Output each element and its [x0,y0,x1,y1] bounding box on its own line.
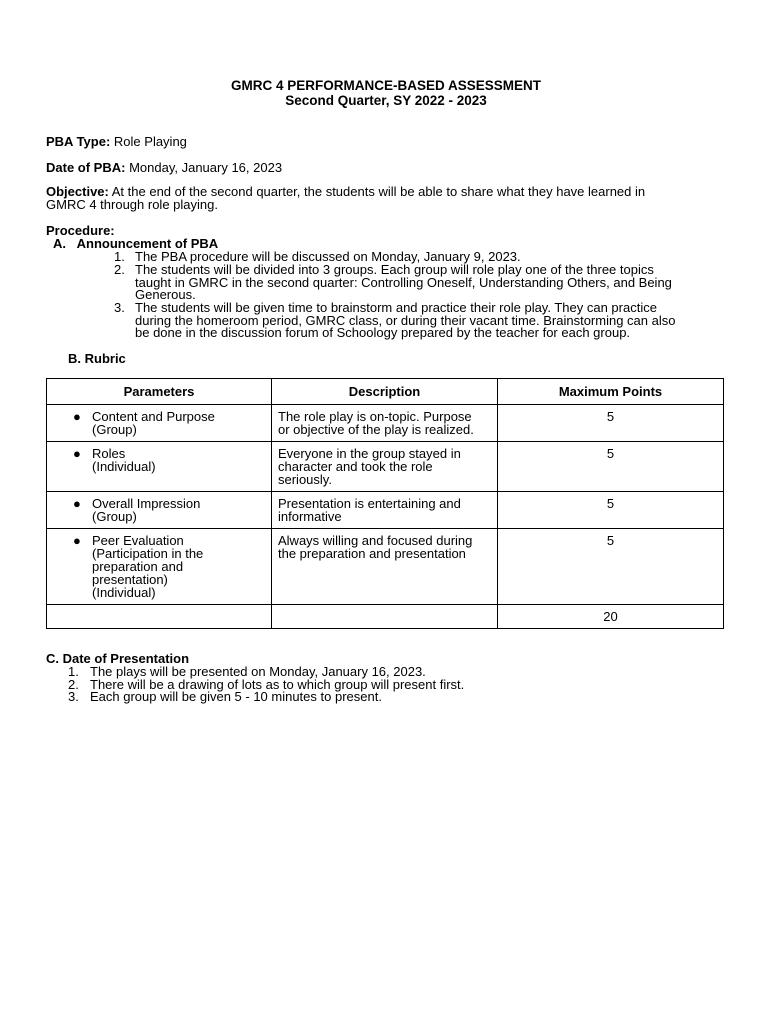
procedure-label: Procedure: [46,223,115,238]
rubric-row [47,529,724,605]
list-number: 1. [68,664,79,679]
list-item-text: The students will be divided into 3 groups. Each group will role play one of the three topics [135,262,654,277]
pba-type-field [46,135,706,148]
list-item-text: during the homeroom period, GMRC class, or during their vacant time. Brainstorming can also [135,312,676,328]
list-item-text: The plays will be presented on Monday, January 16, 2023. [90,664,426,679]
rubric-points-cell: 5 [498,492,724,529]
document-title: GMRC 4 PERFORMANCE-BASED ASSESSMENT [230,78,542,93]
list-item-text: taught in GMRC in the second quarter: Controlling Oneself, Understanding Others, and Being [135,274,672,290]
objective-label: Objective: [46,184,109,199]
parameter-text: Peer Evaluation [92,533,184,548]
rubric-description-cell [272,442,498,492]
list-number: 3. [114,300,125,315]
parameter-text: Content and Purpose [92,409,215,424]
description-text: informative [278,509,342,524]
parameter-text: (Individual) [92,459,156,474]
bullet-icon: ● [73,446,81,461]
list-item-text: be done in the discussion forum of Schoology prepared by the teacher for each group. [135,325,631,341]
objective-line-1: At the end of the second quarter, the students will be able to share what they have learned in [111,184,646,199]
rubric-total-empty-cell [47,605,272,629]
rubric-parameter-cell [47,405,272,442]
rubric-header-max-points: Maximum Points [498,379,724,405]
rubric-description-cell [272,405,498,442]
list-number: 2. [68,676,79,692]
parameter-text: Roles [92,446,126,461]
date-of-pba-field [46,161,706,174]
rubric-row [47,442,724,492]
list-number: 3. [68,689,79,705]
rubric-parameter-cell [47,442,272,492]
list-item-text: Generous. [135,287,196,303]
rubric-total-points: 20 [498,605,724,629]
rubric-total-empty-cell [272,605,498,629]
rubric-parameter-cell [47,529,272,605]
list-item-text: Each group will be given 5 - 10 minutes to present. [90,689,382,705]
parameter-text: Overall Impression [92,496,201,511]
parameter-text: (Individual) [92,585,156,600]
parameter-text: presentation) [92,572,168,587]
description-text: character and took the role [278,459,433,474]
date-of-pba-value: Monday, January 16, 2023 [129,160,283,175]
section-a-marker: A. [53,236,66,251]
rubric-row [47,492,724,529]
description-text: Everyone in the group stayed in [278,446,461,461]
rubric-header-row [47,379,724,405]
document-subtitle: Second Quarter, SY 2022 - 2023 [285,93,487,108]
parameter-bullet-item [53,410,265,436]
rubric-header-description: Description [272,379,498,405]
list-item-text: The PBA procedure will be discussed on Monday, January 9, 2023. [135,249,521,264]
section-c-heading: C. Date of Presentation [46,651,190,666]
description-text: seriously. [278,472,332,487]
pba-type-label: PBA Type: [46,134,111,149]
description-text: the preparation and presentation [278,546,466,561]
parameter-text: (Group) [92,509,137,524]
rubric-points-cell: 5 [498,442,724,492]
bullet-icon: ● [73,496,81,511]
objective-field [46,185,726,211]
section-b-heading: B. Rubric [68,351,126,366]
bullet-icon: ● [73,533,81,548]
bullet-icon: ● [73,409,81,424]
rubric-description-cell [272,529,498,605]
list-number: 1. [114,249,125,264]
rubric-points-cell: 5 [498,405,724,442]
section-a-title: Announcement of PBA [76,236,219,251]
parameter-bullet-item [53,534,265,599]
rubric-points-cell: 5 [498,529,724,605]
date-of-pba-label: Date of PBA: [46,160,126,175]
parameter-text: (Participation in the [92,546,204,561]
description-text: Presentation is entertaining and [278,496,461,511]
parameter-text: (Group) [92,422,137,437]
parameter-text: preparation and [92,559,184,574]
rubric-row [47,405,724,442]
rubric-table [46,378,724,629]
rubric-header-parameters: Parameters [47,379,272,405]
parameter-bullet-item [53,497,265,523]
description-text: or objective of the play is realized. [278,422,474,437]
parameter-bullet-item [53,447,265,473]
rubric-parameter-cell [47,492,272,529]
description-text: Always willing and focused during [278,533,473,548]
list-item-text: The students will be given time to brainstorm and practice their role play. They can practice [135,300,657,315]
objective-line-2: GMRC 4 through role playing. [46,197,218,212]
pba-type-value: Role Playing [113,134,187,149]
list-number: 2. [114,262,125,277]
description-text: The role play is on-topic. Purpose [278,409,472,424]
list-item-text: There will be a drawing of lots as to which group will present first. [90,676,465,692]
rubric-description-cell [272,492,498,529]
rubric-total-row [47,605,724,629]
